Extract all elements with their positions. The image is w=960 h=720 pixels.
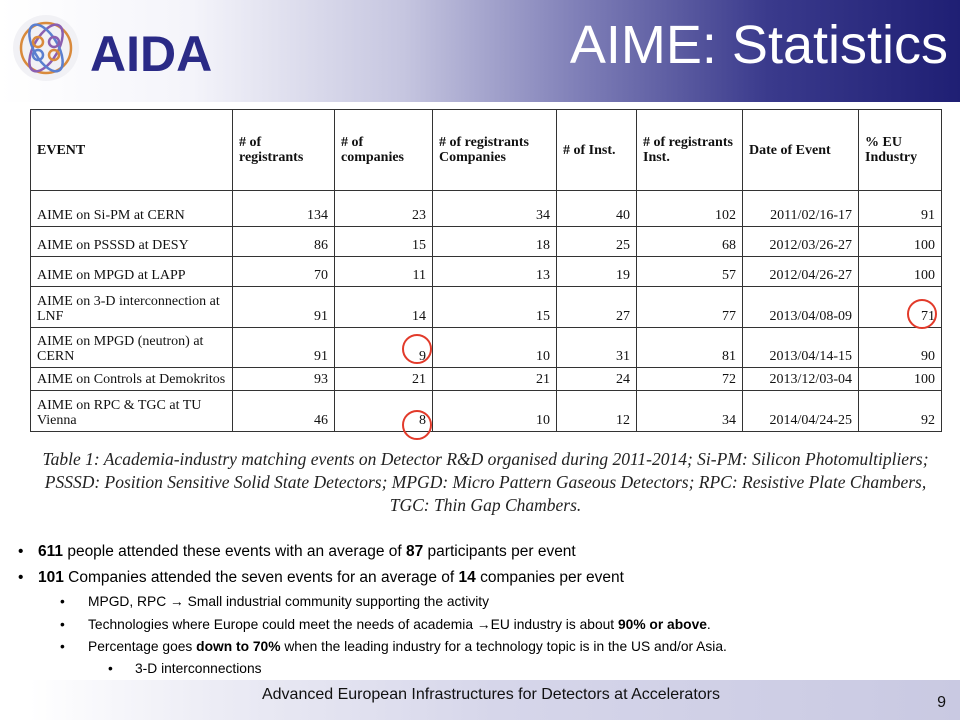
cell-inst: 25 <box>557 227 637 257</box>
cell-eu-industry: 100 <box>859 257 942 287</box>
cell-inst: 31 <box>557 327 637 368</box>
cell-registrants: 86 <box>233 227 335 257</box>
logo-emblem-icon <box>13 15 79 81</box>
cell-event: AIME on 3-D interconnection at LNF <box>31 287 233 328</box>
bullet-text: Technologies where Europe could meet the needs of academia <box>88 617 477 632</box>
bullet-text: . <box>706 617 711 632</box>
cell-companies: 21 <box>335 368 433 391</box>
cell-companies: 14 <box>335 287 433 328</box>
cell-registrants: 91 <box>233 287 335 328</box>
col-header-date: Date of Event <box>743 110 859 191</box>
table-row <box>31 257 942 287</box>
cell-date: 2011/02/16-17 <box>743 191 859 227</box>
table-row <box>31 391 942 432</box>
cell-event: AIME on MPGD (neutron) at CERN <box>31 327 233 368</box>
cell-event: AIME on RPC & TGC at TU Vienna <box>31 391 233 432</box>
bullet-text: when the leading industry for a technology topic is in the US and/or Asia. <box>280 639 727 654</box>
cell-eu-industry: 71 <box>859 287 942 328</box>
cell-inst: 40 <box>557 191 637 227</box>
bullet-text: people attended these events with an average of <box>63 543 406 560</box>
col-header-event: EVENT <box>31 110 233 191</box>
footer-text: Advanced European Infrastructures for Detectors at Accelerators <box>261 686 720 703</box>
aida-logo <box>8 8 248 88</box>
cell-reg-inst: 34 <box>637 391 743 432</box>
cell-registrants: 93 <box>233 368 335 391</box>
bullet-dot: • <box>108 661 113 676</box>
cell-inst: 27 <box>557 287 637 328</box>
col-header-reg-inst: # of registrants Inst. <box>637 110 743 191</box>
cell-eu-industry: 90 <box>859 327 942 368</box>
cell-reg-inst: 57 <box>637 257 743 287</box>
bullet-emphasis: down to 70% <box>196 639 281 654</box>
slide-footer <box>30 680 960 720</box>
bullet-dot: • <box>60 639 65 654</box>
cell-reg-companies: 34 <box>433 191 557 227</box>
cell-event: AIME on MPGD at LAPP <box>31 257 233 287</box>
bullet-text: EU industry is about <box>490 617 618 632</box>
bullet-value: 14 <box>458 569 476 586</box>
cell-reg-companies: 10 <box>433 327 557 368</box>
cell-eu-industry: 92 <box>859 391 942 432</box>
bullet-value: 101 <box>38 569 64 586</box>
events-table <box>30 109 942 432</box>
cell-reg-inst: 77 <box>637 287 743 328</box>
cell-reg-companies: 21 <box>433 368 557 391</box>
cell-companies: 11 <box>335 257 433 287</box>
table-caption: Table 1: Academia-industry matching events on Detector R&D organised during 2011-2014; Si-PM: Silicon Photomultipliers; PSSSD: Position Sensitive Solid State Detectors; MPGD: Micro Pattern Gaseous Detectors; RPC: Resistive Plate Chambers, TGC: Thin Gap Chambers. <box>42 449 929 515</box>
cell-companies: 9 <box>335 327 433 368</box>
logo-text: AIDA <box>90 26 213 82</box>
cell-reg-companies: 13 <box>433 257 557 287</box>
cell-eu-industry: 100 <box>859 227 942 257</box>
table-header-row <box>31 110 942 191</box>
bullet-dot: • <box>18 543 24 560</box>
bullet-text: companies per event <box>475 569 624 586</box>
cell-date: 2012/03/26-27 <box>743 227 859 257</box>
arrow-right-icon: → <box>476 617 491 632</box>
cell-date: 2013/12/03-04 <box>743 368 859 391</box>
cell-companies: 8 <box>335 391 433 432</box>
col-header-inst: # of Inst. <box>557 110 637 191</box>
events-table-container <box>30 109 941 432</box>
cell-companies: 15 <box>335 227 433 257</box>
cell-registrants: 91 <box>233 327 335 368</box>
cell-reg-inst: 81 <box>637 327 743 368</box>
highlight-circle-companies-9 <box>402 334 432 364</box>
bullet-value: 87 <box>405 543 424 560</box>
cell-eu-industry: 91 <box>859 191 942 227</box>
cell-date: 2013/04/08-09 <box>743 287 859 328</box>
slide-header <box>0 0 960 102</box>
cell-event: AIME on Controls at Demokritos <box>31 368 233 391</box>
cell-companies: 23 <box>335 191 433 227</box>
cell-registrants: 134 <box>233 191 335 227</box>
cell-reg-inst: 68 <box>637 227 743 257</box>
cell-reg-companies: 15 <box>433 287 557 328</box>
cell-inst: 19 <box>557 257 637 287</box>
highlight-circle-eu-71 <box>907 299 937 329</box>
cell-event: AIME on Si-PM at CERN <box>31 191 233 227</box>
bullet-emphasis: 90% or above <box>617 617 707 632</box>
cell-inst: 24 <box>557 368 637 391</box>
cell-reg-companies: 18 <box>433 227 557 257</box>
cell-reg-inst: 102 <box>637 191 743 227</box>
cell-registrants: 70 <box>233 257 335 287</box>
table-row <box>31 368 942 391</box>
bullet-text: Companies attended the seven events for an average of <box>63 569 459 586</box>
cell-reg-inst: 72 <box>637 368 743 391</box>
cell-eu-industry: 100 <box>859 368 942 391</box>
table-row <box>31 227 942 257</box>
bullet-dot: • <box>18 569 24 586</box>
bullet-text: Small industrial community supporting the activity <box>183 594 490 609</box>
bullet-text: MPGD, RPC <box>88 594 171 609</box>
highlight-circle-companies-8 <box>402 410 432 440</box>
cell-reg-companies: 10 <box>433 391 557 432</box>
slide-title: AIME: Statistics <box>569 15 948 75</box>
bullet-text: Percentage goes <box>88 639 197 654</box>
table-row <box>31 327 942 368</box>
col-header-registrants: # of registrants <box>233 110 335 191</box>
cell-date: 2012/04/26-27 <box>743 257 859 287</box>
arrow-right-icon: → <box>170 594 184 609</box>
cell-date: 2014/04/24-25 <box>743 391 859 432</box>
table-row <box>31 287 942 328</box>
bullet-dot: • <box>60 594 65 609</box>
cell-event: AIME on PSSSD at DESY <box>31 227 233 257</box>
bullet-text: participants per event <box>423 543 576 560</box>
bullet-text: 3-D interconnections <box>135 661 262 676</box>
col-header-eu-industry: % EU Industry <box>859 110 942 191</box>
page-number: 9 <box>937 694 946 711</box>
cell-registrants: 46 <box>233 391 335 432</box>
bullet-value: 611 <box>38 543 64 560</box>
cell-date: 2013/04/14-15 <box>743 327 859 368</box>
bullet-dot: • <box>60 617 65 632</box>
cell-inst: 12 <box>557 391 637 432</box>
col-header-companies: # of companies <box>335 110 433 191</box>
col-header-reg-companies: # of registrants Companies <box>433 110 557 191</box>
table-row <box>31 191 942 227</box>
